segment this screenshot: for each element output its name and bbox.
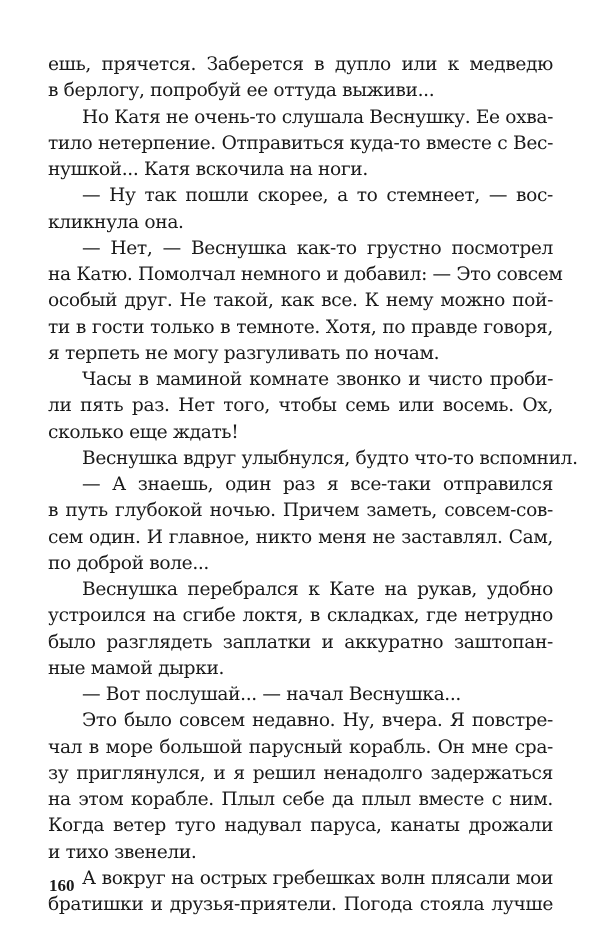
text-line: Часы в маминой комнате звонко и чисто проби-	[82, 369, 553, 390]
text-line: Это было совсем недавно. Ну, вчера. Я повстре-	[82, 710, 553, 732]
text-line: Когда ветер туго надувал паруса, канаты дрожали	[48, 815, 553, 837]
text-line: чал в море большой парусный корабль. Он мне сра-	[48, 736, 553, 758]
text-line: зу приглянулся, и я решил ненадолго задержаться	[48, 762, 553, 784]
text-line: и тихо звенели.	[48, 841, 197, 863]
text-line: на Катю. Помолчал немного и добавил: — Это совсем	[48, 264, 563, 285]
text-line: Но Катя не очень-то слушала Веснушку. Ее охва-	[82, 106, 554, 128]
text-line: ти в гости только в темноте. Хотя, по правде говоря,	[48, 316, 553, 338]
text-line: на этом корабле. Плыл себе да плыл вместе с ним.	[48, 789, 553, 810]
text-line: сем один. И главное, никто меня не заставлял. Сам,	[48, 526, 553, 548]
text-line: в берлогу, попробуй ее оттуда выживи...	[48, 80, 435, 102]
text-line: — А знаешь, один раз я все-таки отправился	[82, 474, 553, 495]
text-line: в путь глубокой ночью. Причем заметь, совсем-сов-	[48, 500, 553, 522]
text-line: ные мамой дырки.	[48, 657, 225, 679]
text-line: — Вот послушай... — начал Веснушка...	[82, 684, 461, 705]
text-line: устроился на сгибе локтя, в складках, где нетрудно	[48, 605, 553, 627]
text-line: ли пять раз. Нет того, чтобы семь или восемь. Ох,	[48, 395, 553, 417]
text-line: — Ну так пошли скорее, а то стемнеет, — вос-	[82, 185, 553, 207]
text-line: Веснушка перебрался к Кате на рукав, удобно	[82, 579, 553, 600]
text-line: нушкой... Катя вскочила на ноги.	[48, 159, 368, 180]
text-line: тило нетерпение. Отправиться куда-то вместе с Вес-	[48, 132, 553, 154]
text-line: по доброй воле...	[48, 552, 209, 574]
text-line: сколько еще ждать!	[48, 421, 239, 443]
text-line: — Нет, — Веснушка как-то грустно посмотрел	[82, 237, 553, 259]
page-number: 160	[49, 876, 75, 895]
text-line: Веснушка вдруг улыбнулся, будто что-то вспомнил.	[82, 447, 578, 469]
text-line: ешь, прячется. Заберется в дупло или к медведю	[48, 54, 553, 75]
page-body	[48, 52, 578, 918]
text-line: братишки и друзья-приятели. Погода стояла лучше	[48, 894, 553, 915]
text-line: кликнула она.	[48, 211, 184, 233]
text-line: я терпеть не могу разгуливать по ночам.	[48, 342, 440, 364]
text-line: было разглядеть заплатки и аккуратно заштопан-	[48, 631, 553, 653]
text-line: А вокруг на острых гребешках волн плясали мои	[82, 867, 553, 889]
text-line: особый друг. Не такой, как все. К нему можно пой-	[48, 290, 553, 312]
